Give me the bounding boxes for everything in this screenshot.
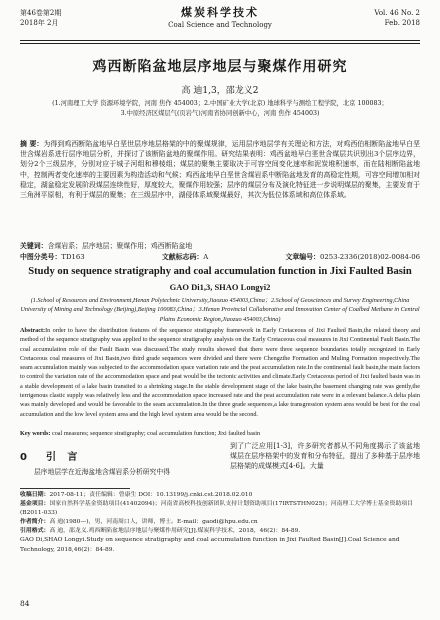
affiliations-cn xyxy=(20,99,420,119)
footnotes xyxy=(20,491,420,555)
affiliation-line: (1.河南理工大学 资源环境学院，河南 焦作 454003；2.中国矿业大学(北京) 地球科学与测绘工程学院，北京 100083； xyxy=(52,100,388,107)
article-title-en: Study on sequence stratigraphy and coal accumulation function in Jixi Faulted Basin xyxy=(28,266,412,277)
keywords-label-cn: 关键词： xyxy=(20,242,48,250)
clc-number xyxy=(20,252,85,262)
body-text-right: 到了广泛应用[1-3]，许多研究者都从不同角度揭示了该盆地煤层在层序格架中的发育和分布特征，提出了多种基于层序地层格架的成煤模式[4-6]。大量 xyxy=(230,442,420,471)
page-number: 84 xyxy=(20,599,30,608)
keywords-label-en: Key words: xyxy=(20,430,51,437)
section-number: 0 xyxy=(20,452,31,463)
date-en: Feb. 2018 xyxy=(384,19,420,27)
abstract-label-en: Abstract: xyxy=(20,327,46,334)
footnote-text: GAO Di,SHAO Longyi.Study on sequence stratigraphy and coal accumulation function in Jixi Faulted Basin[J].Coal Science and Technology, 2018,46(2)：84-89. xyxy=(20,537,400,553)
volume-issue-en: Vol. 46 No. 2 xyxy=(374,9,420,17)
date-cn: 2018年 2月 xyxy=(20,19,59,27)
running-header xyxy=(20,6,420,42)
footnote-text: 2017-08-11；责任编辑：曾康生 DOI：10.13199/j.cnki.cst.2018.02.010 xyxy=(49,492,253,498)
section-title: 引 言 xyxy=(45,452,82,463)
body-text-left: 层序地层学在近海盆地含煤岩系分析研究中得 xyxy=(34,468,170,476)
footnote-funding xyxy=(20,500,420,518)
abstract-text-cn: 为得到鸡西断陷盆地早白垩世层序地层格架的中的聚煤规律，运用层序地层学有关理论和方法，对鸡西伯相断陷盆地早白垩世含煤岩系进行层序地层分析，并探讨了该断陷盆地的聚煤作用。研究结果表明：鸡西盆地早白垩世含煤层共识别出3个层序边界，划分2个三级层序，分别对应于城子河组和穆棱组；煤层的聚集主要取决于可容空间变化速率和泥炭堆积速率，而在陆相断陷盆地中，控制两者变化速率的主要因素为构造活动和气候；鸡西盆地早白垩世含煤岩系中断陷盆地发育的高稳定性期，可容空间增加相对稳定，湖盆稳定发展阶段煤层连续性好，厚度较大，聚煤作用较强；层序的煤层分布及演化特征进一步说明煤层的聚集，主要发育于三角洲平原相，有利于煤层的聚集；在三级层序中，湖侵体系域聚煤最好，其次为低位体系域和高位体系域。 xyxy=(20,140,420,200)
keywords-cn xyxy=(20,241,420,251)
authors-en: GAO Di1,3, SHAO Longyi2 xyxy=(169,282,271,292)
footnote-label: 作者简介： xyxy=(20,519,50,526)
journal-name-cn: 煤炭科学技术 xyxy=(181,6,259,19)
keywords-en xyxy=(20,429,420,438)
header-rule-thin xyxy=(20,43,420,44)
affiliations-en: (1.School of Resources and Environment,Henan Polytechnic University,Jiaozuo 454003,China；2.School of Geosciences and Survey Engineering,China University of Mining and Technology (Beijing),Beijing 100083,China；3.Henan Provincial Collaborative and Innovation Center of Coalbed Methane in Central Plains Economic Region,Jiaozuo 454003,China) xyxy=(20,297,420,323)
abstract-label-cn: 摘 要： xyxy=(20,140,44,148)
footnote-label: 引用格式： xyxy=(20,528,50,535)
doc-code-value: A xyxy=(203,253,209,261)
section-heading xyxy=(20,448,81,463)
header-rule xyxy=(20,40,420,41)
abstract-en xyxy=(20,326,420,419)
clc-label: 中图分类号： xyxy=(20,253,62,261)
article-title-cn: 鸡西断陷盆地层序地层与聚煤作用研究 xyxy=(92,59,348,75)
affiliation-line: 3.中原经济区煤层气(页岩气)河南省协同创新中心，河南 焦作 454003) xyxy=(120,110,320,117)
doc-code-label: 文献标志码： xyxy=(161,253,204,261)
article-number-value: 0253-2336(2018)02-0084-06 xyxy=(319,253,420,261)
keywords-text-cn: 含煤岩系；层序地层；聚煤作用；鸡西断陷盆地 xyxy=(47,242,193,250)
footnote-label: 收稿日期： xyxy=(20,492,50,498)
footnote-text: 国家自然科学基金资助项目(41402094)；河南省高校科技创新团队支持计划资助项目(17IRTSTHN025)；河南理工大学博士基金资助项目(B2011-033) xyxy=(20,501,414,517)
footnote-text: 高 迪(1980—)，男，河南周口人，讲师，博士。E-mail：gaodi@hpu.edu.cn xyxy=(49,519,258,526)
article-number xyxy=(285,252,420,262)
footnote-rule xyxy=(20,488,130,489)
journal-name-en: Coal Science and Technology xyxy=(168,21,272,29)
footnote-citation-cn xyxy=(20,527,420,536)
header-right xyxy=(374,8,420,28)
clc-value: TD163 xyxy=(61,253,85,261)
abstract-text-en: In order to have the distribution features of the sequence stratigraphy framework in Early Cretaceous of Jixi Faulted Basin,the related theory and method of the sequence stratigraphy was applied to the sequence stratigraphy analysis on the Early Cretaceous coal measures in Jixi Continental Fault Basin.The coal accumulation role of the Fault Basin was discussed.The study results showed that there were three sequence boundaries totally recognized in Early Cretaceous coal measures of Jixi Basin,two third grade sequences were divided and there were Chengzihe Formation and Muling Formation respectively.The seam accumulation mainly was subjected to the accommodation space variation rate and the peat accumulation rate.In the continental fault basin,the main factors to control the variation rate of the accommodation space and peat would be the tectonic activities and climate.Early Cretaceous period of Jixi faulted basin was in a stable development of a lake basin transited to a shrinking stage.In the stable development stage of the lake basin,the basement changing rate was gently,the terrigenous clastic supply was relatively less and the accommodation space increased rate and the peat accumulation rate were in a relevant balance.A delta plain was mainly developed and would be favorable to the seam accumulation.In the three grade sequences,a lake transgression system area would be best for the coal accumulation and the low level system area and the high level system area would be the second. xyxy=(20,327,420,418)
footnote-author xyxy=(20,518,420,527)
article-number-label: 文章编号： xyxy=(285,253,320,261)
abstract-cn xyxy=(20,139,420,200)
volume-issue-cn: 第46卷第2期 xyxy=(20,9,62,17)
keywords-text-en: coal measures; sequence stratigraphy; coal accumulation function; Jixi faulted basin xyxy=(51,430,261,437)
footnote-label: 基金项目： xyxy=(20,501,50,508)
authors-cn: 高 迪1,3，邵龙义2 xyxy=(181,86,259,96)
document-code xyxy=(162,252,208,262)
classification-line xyxy=(20,252,420,262)
header-center xyxy=(20,6,420,30)
footnote-citation-en xyxy=(20,536,420,554)
footnote-received xyxy=(20,491,420,500)
footnote-text: 高 迪，邵龙义.鸡西断陷盆地层序地层与聚煤作用研究[J].煤炭科学技术，2018，46(2)：84-89. xyxy=(49,528,301,535)
